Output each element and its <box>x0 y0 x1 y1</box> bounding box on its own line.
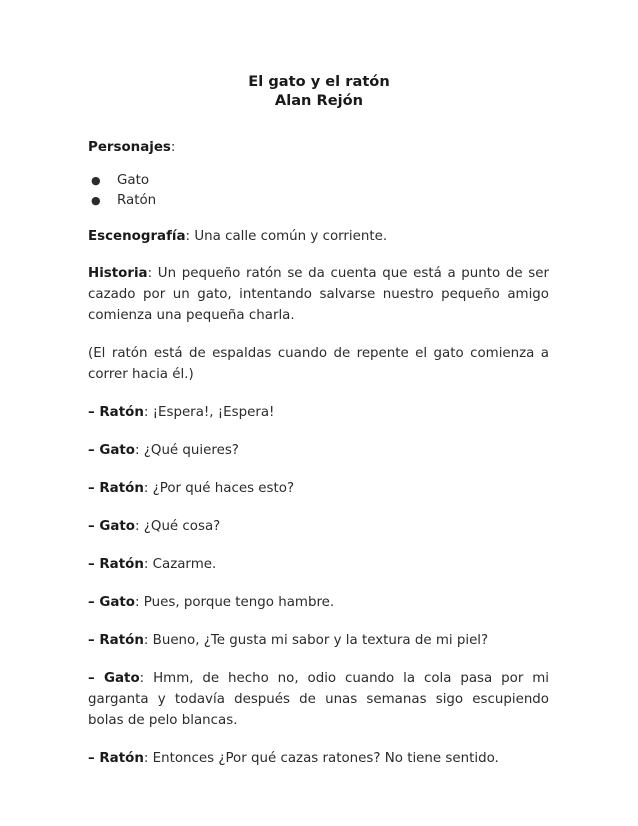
line-text: Cazarme. <box>152 557 217 572</box>
dash: – <box>88 519 95 534</box>
scenography-paragraph: Escenografía: Una calle común y corriente. <box>88 229 388 244</box>
speaker-name: Gato <box>99 519 136 534</box>
speaker-name: Ratón <box>99 751 144 766</box>
characters-list <box>88 171 549 211</box>
line-text: ¿Qué cosa? <box>143 519 221 534</box>
dialogue-line: – Gato: Hmm, de hecho no, odio cuando la cola pasa por mi garganta y todavía después de unas semanas sigo escupiendo bolas de pelo blancas. <box>88 671 549 728</box>
dash: – <box>88 481 95 496</box>
list-item <box>88 191 549 211</box>
dialogue-line: – Gato: ¿Qué cosa? <box>88 519 221 534</box>
history-label: Historia <box>88 266 148 281</box>
character-name: Ratón <box>117 193 157 208</box>
dialogue-line: – Ratón: Entonces ¿Por qué cazas ratones? No tiene sentido. <box>88 751 499 766</box>
scenography-text: Una calle común y corriente. <box>194 229 388 244</box>
speaker-name: Ratón <box>99 481 144 496</box>
speaker-name: Gato <box>99 443 136 458</box>
line-text: Pues, porque tengo hambre. <box>143 595 335 610</box>
dialogue-line: – Gato: ¿Qué quieres? <box>88 443 239 458</box>
dialogue-line: – Ratón: Bueno, ¿Te gusta mi sabor y la textura de mi piel? <box>88 633 489 648</box>
line-text: Entonces ¿Por qué cazas ratones? No tiene sentido. <box>152 751 499 766</box>
speaker-name: Ratón <box>99 633 144 648</box>
bullet-icon: ● <box>91 194 101 207</box>
dialogue-line: – Ratón: ¡Espera!, ¡Espera! <box>88 405 275 420</box>
speaker-name: Ratón <box>99 557 144 572</box>
line-text: Hmm, de hecho no, odio cuando la cola pasa por mi garganta y todavía después de unas semanas sigo escupiendo bolas de pelo blancas. <box>88 671 549 728</box>
history-text: Un pequeño ratón se da cuenta que está a punto de ser cazado por un gato, intentando salvarse nuestro pequeño amigo comienza una pequeña charla. <box>88 266 549 323</box>
document-title: El gato y el ratón <box>248 73 390 90</box>
dash: – <box>88 443 95 458</box>
title-block <box>89 72 549 110</box>
document-author: Alan Rejón <box>274 92 364 109</box>
history-paragraph: Historia: Un pequeño ratón se da cuenta que está a punto de ser cazado por un gato, intentando salvarse nuestro pequeño amigo comienza una pequeña charla. <box>88 266 549 323</box>
dialogue-line: – Ratón: Cazarme. <box>88 557 217 572</box>
dash: – <box>88 633 95 648</box>
stage-direction: (El ratón está de espaldas cuando de repente el gato comienza a correr hacia él.) <box>88 346 549 382</box>
character-name: Gato <box>117 173 150 188</box>
speaker-name: Gato <box>104 671 140 686</box>
dash: – <box>88 751 95 766</box>
line-text: Bueno, ¿Te gusta mi sabor y la textura de mi piel? <box>152 633 489 648</box>
line-text: ¿Qué quieres? <box>143 443 239 458</box>
document-page <box>88 72 549 769</box>
dash: – <box>88 595 95 610</box>
dash: – <box>88 671 95 686</box>
dash: – <box>88 405 95 420</box>
scenography-label: Escenografía <box>88 229 186 244</box>
line-text: ¡Espera!, ¡Espera! <box>152 405 275 420</box>
speaker-name: Ratón <box>99 405 144 420</box>
line-text: ¿Por qué haces esto? <box>152 481 295 496</box>
dialogue-line: – Ratón: ¿Por qué haces esto? <box>88 481 295 496</box>
characters-heading: Personajes: <box>88 140 176 155</box>
dash: – <box>88 557 95 572</box>
list-item <box>88 171 549 191</box>
dialogue-line: – Gato: Pues, porque tengo hambre. <box>88 595 335 610</box>
bullet-icon: ● <box>91 174 101 187</box>
speaker-name: Gato <box>99 595 136 610</box>
characters-label: Personajes <box>88 140 171 155</box>
